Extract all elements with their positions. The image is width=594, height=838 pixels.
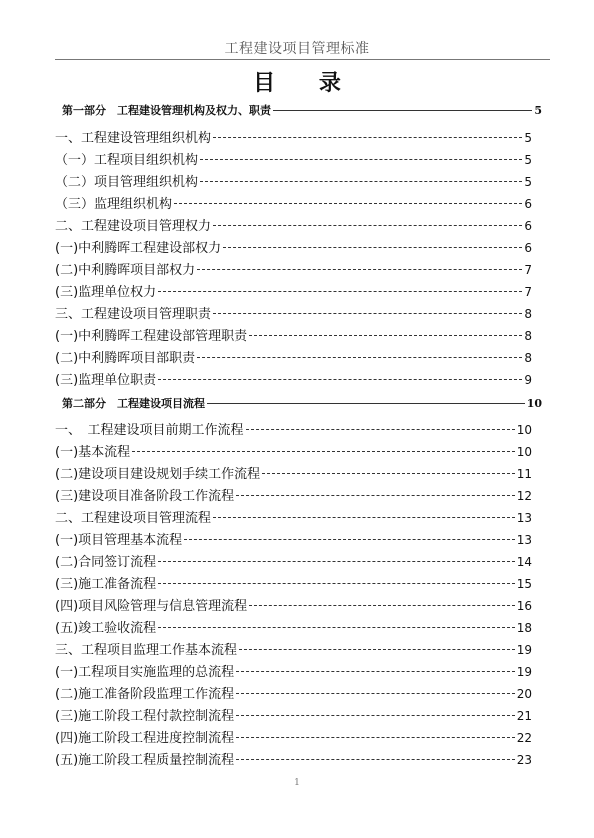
toc-entry-page: 13 bbox=[516, 533, 532, 547]
toc-entry-label: (五)施工阶段工程质量控制流程 bbox=[55, 753, 235, 768]
toc-entry[interactable] bbox=[55, 598, 532, 615]
toc-entry-page: 8 bbox=[524, 351, 532, 365]
running-header: 工程建设项目管理标准 bbox=[224, 41, 370, 57]
toc-entry-page: 19 bbox=[516, 665, 532, 679]
toc-entry-label: (四)项目风险管理与信息管理流程 bbox=[55, 599, 248, 614]
toc-entry[interactable] bbox=[55, 152, 532, 169]
toc-entry[interactable] bbox=[55, 240, 532, 257]
dot-leader bbox=[158, 626, 515, 628]
toc-entry-label: (三)监理单位权力 bbox=[55, 285, 157, 300]
dot-leader bbox=[207, 402, 525, 404]
toc-entry[interactable] bbox=[55, 218, 532, 235]
toc-entry[interactable] bbox=[55, 444, 532, 461]
dot-leader bbox=[246, 428, 515, 430]
toc-entry-page: 11 bbox=[516, 467, 532, 481]
toc-entry[interactable] bbox=[55, 576, 532, 593]
toc-entry-label: 第一部分 工程建设管理机构及权力、职责 bbox=[62, 104, 271, 117]
toc-entry-label: (一)工程项目实施监理的总流程 bbox=[55, 665, 235, 680]
dot-leader bbox=[213, 516, 515, 518]
dot-leader bbox=[174, 202, 522, 204]
toc-entry-label: (三)监理单位职责 bbox=[55, 373, 157, 388]
toc-entry-page: 10 bbox=[516, 445, 532, 459]
dot-leader bbox=[200, 158, 522, 160]
dot-leader bbox=[236, 670, 515, 672]
toc-entry-page: 13 bbox=[516, 511, 532, 525]
toc-entry[interactable] bbox=[55, 708, 532, 725]
dot-leader bbox=[223, 246, 522, 248]
dot-leader bbox=[197, 268, 522, 270]
toc-entry[interactable] bbox=[55, 752, 532, 769]
toc-entry-label: (五)竣工验收流程 bbox=[55, 621, 157, 636]
dot-leader bbox=[236, 494, 515, 496]
toc-entry-page: 20 bbox=[516, 687, 532, 701]
toc-entry-label: （三）监理组织机构 bbox=[55, 197, 173, 212]
toc-part-heading[interactable] bbox=[62, 103, 542, 119]
toc-part-heading[interactable] bbox=[62, 396, 542, 412]
toc-entry-page: 6 bbox=[524, 219, 532, 233]
toc-entry-label: (一)项目管理基本流程 bbox=[55, 533, 183, 548]
toc-entry-label: 三、工程建设项目管理职责 bbox=[55, 307, 212, 322]
toc-entry-page: 8 bbox=[524, 307, 532, 321]
toc-entry[interactable] bbox=[55, 620, 532, 637]
toc-entry[interactable] bbox=[55, 510, 532, 527]
toc-title: 目 录 bbox=[253, 70, 359, 96]
dot-leader bbox=[200, 180, 522, 182]
toc-entry[interactable] bbox=[55, 730, 532, 747]
toc-entry[interactable] bbox=[55, 284, 532, 301]
dot-leader bbox=[132, 450, 515, 452]
toc-entry[interactable] bbox=[55, 306, 532, 323]
toc-entry-page: 12 bbox=[516, 489, 532, 503]
dot-leader bbox=[158, 290, 522, 292]
dot-leader bbox=[236, 758, 515, 760]
toc-entry-page: 18 bbox=[516, 621, 532, 635]
toc-entry[interactable] bbox=[55, 488, 532, 505]
toc-entry-label: (一)基本流程 bbox=[55, 445, 131, 460]
dot-leader bbox=[184, 538, 515, 540]
dot-leader bbox=[249, 604, 515, 606]
toc-entry-label: 二、工程建设项目管理权力 bbox=[55, 219, 212, 234]
toc-entry-label: （二）项目管理组织机构 bbox=[55, 175, 199, 190]
toc-entry-label: 二、工程建设项目管理流程 bbox=[55, 511, 212, 526]
toc-entry-page: 5 bbox=[534, 104, 542, 117]
toc-entry-label: 第二部分 工程建设项目流程 bbox=[62, 397, 205, 410]
toc-entry-label: 一、 工程建设项目前期工作流程 bbox=[55, 423, 244, 438]
toc-entry-page: 16 bbox=[516, 599, 532, 613]
dot-leader bbox=[158, 582, 515, 584]
dot-leader bbox=[213, 312, 522, 314]
toc-entry[interactable] bbox=[55, 642, 532, 659]
toc-entry-page: 6 bbox=[524, 197, 532, 211]
toc-entry-label: (三)施工阶段工程付款控制流程 bbox=[55, 709, 235, 724]
toc-entry-page: 5 bbox=[524, 131, 532, 145]
dot-leader bbox=[213, 136, 522, 138]
toc-entry-page: 5 bbox=[524, 175, 532, 189]
dot-leader bbox=[213, 224, 522, 226]
toc-entry-label: 三、工程项目监理工作基本流程 bbox=[55, 643, 238, 658]
toc-entry[interactable] bbox=[55, 350, 532, 367]
toc-entry[interactable] bbox=[55, 372, 532, 389]
toc-entry-page: 5 bbox=[524, 153, 532, 167]
toc-entry-label: (二)施工准备阶段监理工作流程 bbox=[55, 687, 235, 702]
toc-entry[interactable] bbox=[55, 664, 532, 681]
toc-entry-page: 23 bbox=[516, 753, 532, 767]
dot-leader bbox=[236, 714, 515, 716]
toc-entry[interactable] bbox=[55, 532, 532, 549]
dot-leader bbox=[239, 648, 515, 650]
toc-entry-label: (二)中利腾晖项目部权力 bbox=[55, 263, 196, 278]
toc-entry-page: 21 bbox=[516, 709, 532, 723]
toc-entry-page: 7 bbox=[524, 263, 532, 277]
toc-entry-label: (二)建设项目建设规划手续工作流程 bbox=[55, 467, 261, 482]
toc-entry-label: (二)合同签订流程 bbox=[55, 555, 157, 570]
toc-entry-page: 14 bbox=[516, 555, 532, 569]
page-number: 1 bbox=[294, 778, 300, 788]
dot-leader bbox=[236, 736, 515, 738]
toc-entry-label: (二)中利腾晖项目部职责 bbox=[55, 351, 196, 366]
toc-entry[interactable] bbox=[55, 130, 532, 147]
dot-leader bbox=[158, 378, 522, 380]
toc-entry-page: 15 bbox=[516, 577, 532, 591]
dot-leader bbox=[273, 109, 532, 111]
toc-entry-label: (四)施工阶段工程进度控制流程 bbox=[55, 731, 235, 746]
dot-leader bbox=[197, 356, 522, 358]
toc-entry-page: 10 bbox=[526, 397, 542, 410]
toc-entry[interactable] bbox=[55, 328, 532, 345]
toc-entry-label: (一)中利腾晖工程建设部权力 bbox=[55, 241, 222, 256]
toc-entry-page: 6 bbox=[524, 241, 532, 255]
dot-leader bbox=[249, 334, 522, 336]
dot-leader bbox=[158, 560, 515, 562]
toc-entry[interactable] bbox=[55, 422, 532, 439]
toc-entry-page: 8 bbox=[524, 329, 532, 343]
dot-leader bbox=[236, 692, 515, 694]
toc-entry[interactable] bbox=[55, 466, 532, 483]
dot-leader bbox=[262, 472, 515, 474]
toc-entry-page: 10 bbox=[516, 423, 532, 437]
toc-entry[interactable] bbox=[55, 174, 532, 191]
toc-entry[interactable] bbox=[55, 554, 532, 571]
toc-entry-page: 22 bbox=[516, 731, 532, 745]
toc-entry[interactable] bbox=[55, 196, 532, 213]
header-rule bbox=[55, 59, 550, 60]
toc-entry-label: (三)施工准备流程 bbox=[55, 577, 157, 592]
toc-entry-label: (三)建设项目准备阶段工作流程 bbox=[55, 489, 235, 504]
toc-entry-page: 7 bbox=[524, 285, 532, 299]
toc-entry[interactable] bbox=[55, 686, 532, 703]
toc-entry-label: 一、工程建设管理组织机构 bbox=[55, 131, 212, 146]
toc-entry-page: 19 bbox=[516, 643, 532, 657]
toc-entry-page: 9 bbox=[524, 373, 532, 387]
toc-entry-label: (一)中利腾晖工程建设部管理职责 bbox=[55, 329, 248, 344]
toc-entry-label: （一）工程项目组织机构 bbox=[55, 153, 199, 168]
toc-entry[interactable] bbox=[55, 262, 532, 279]
